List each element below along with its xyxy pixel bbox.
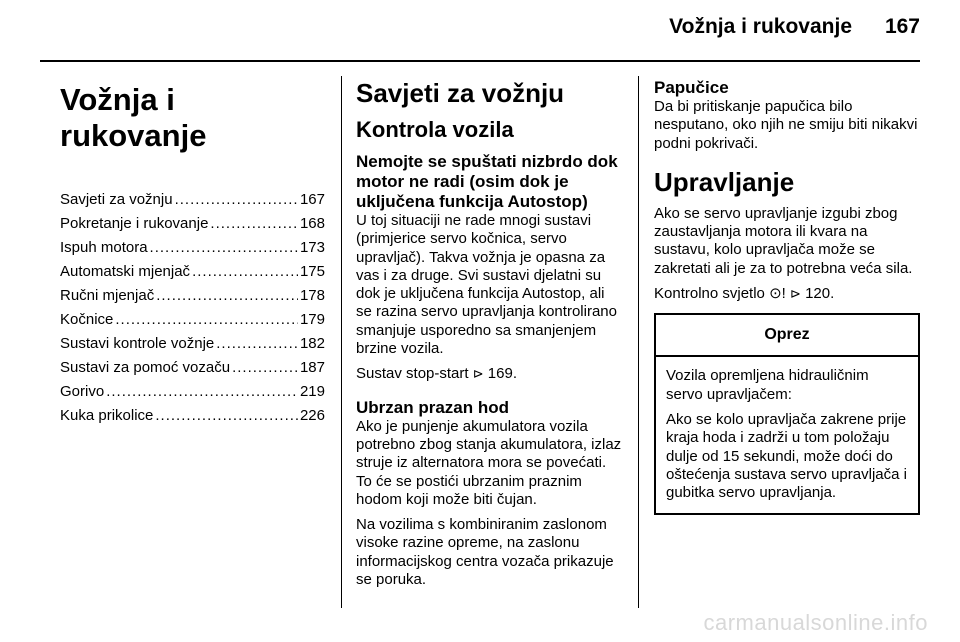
toc-entry-page: 226: [299, 407, 325, 424]
column-divider-left: [341, 76, 342, 608]
engine-off-heading: Nemojte se spuštati nizbrdo dok motor ne radi (osim dok je uključena funkcija Autostop): [356, 152, 618, 211]
toc-column: [60, 72, 325, 428]
stop-start-page[interactable]: 169.: [487, 365, 517, 383]
reference-arrow-icon: ⊳: [790, 286, 801, 302]
watermark: carmanualsonline.info: [703, 610, 928, 635]
engine-off-text: U toj situaciji ne rade mnogi sustavi (primjerice servo kočnica, servo upravljač). Takva vožnja je opasna za vas i za druge. Svi sustavi djelatni su dok je uključena funkcija Autostop, ali se razina servo upravljanja kontrolirano smanjuje usporedno sa smanjenjem brzine vozila.: [356, 212, 617, 358]
toc-entry-page: 178: [299, 287, 325, 304]
toc-entry[interactable]: [60, 404, 325, 428]
toc-entry-label: Ručni mjenjač: [60, 287, 155, 304]
toc-leader: [150, 236, 298, 260]
toc-entry[interactable]: [60, 380, 325, 404]
toc-entry-page: 187: [299, 359, 325, 376]
chapter-title: Vožnja i rukovanje: [60, 82, 207, 153]
toc-entry-label: Gorivo: [60, 383, 105, 400]
subsection-title: Kontrola vozila: [356, 117, 514, 142]
toc-leader: [216, 332, 298, 356]
control-light-page[interactable]: 120.: [805, 285, 835, 303]
caution-text-2: Ako se kolo upravljača zakrene prije kraja hoda i zadrži u tom položaju dulje od 15 sekundi, može doći do oštećenja sustava servo upravljača i gubitka servo upravljanja.: [666, 410, 907, 502]
section-title: Savjeti za vožnju: [356, 78, 565, 108]
pedals-text: Da bi pritiskanje papučica bilo nesputano, oko njih ne smiju biti nikakvi podni pokrivači.: [654, 98, 918, 152]
control-light-reference: [654, 285, 920, 303]
toc-entry[interactable]: [60, 260, 325, 284]
toc-entry[interactable]: [60, 332, 325, 356]
caution-text-1: Vozila opremljena hidrauličnim servo upravljačem:: [666, 367, 869, 403]
toc-entry[interactable]: [60, 188, 325, 212]
caution-box: [654, 313, 920, 515]
display-message-text: Na vozilima s kombiniranim zaslonom visoke razine opreme, na zaslonu informacijskog centra vozača prikazuje se poruka.: [356, 516, 614, 589]
right-column: [654, 72, 920, 515]
toc-entry-page: 168: [299, 215, 325, 232]
toc-entry[interactable]: [60, 212, 325, 236]
toc-leader: [232, 356, 298, 380]
toc-entry-label: Ispuh motora: [60, 239, 148, 256]
toc-entry-label: Sustavi kontrole vožnje: [60, 335, 215, 352]
toc-leader: [115, 308, 298, 332]
toc-entry-label: Savjeti za vožnju: [60, 191, 173, 208]
toc-entry-label: Kočnice: [60, 311, 114, 328]
toc-entry[interactable]: [60, 236, 325, 260]
toc-leader: [106, 380, 298, 404]
header-divider: [40, 60, 920, 62]
toc-entry-label: Automatski mjenjač: [60, 263, 191, 280]
toc-leader: [156, 284, 298, 308]
toc-leader: [192, 260, 298, 284]
toc-entry-page: 167: [299, 191, 325, 208]
toc-leader: [155, 404, 298, 428]
control-light-label: Kontrolno svjetlo: [654, 285, 765, 303]
reference-arrow-icon: ⊳: [472, 366, 484, 382]
toc-entry[interactable]: [60, 284, 325, 308]
steering-text: Ako se servo upravljanje izgubi zbog zaustavljanja motora ili kvara na sustavu, kolo upravljača može se zakretati ali je za to potrebna veća sila.: [654, 204, 913, 277]
toc-entry-label: Sustavi za pomoć vozaču: [60, 359, 231, 376]
toc-entry[interactable]: [60, 356, 325, 380]
header-page-number: 167: [884, 15, 920, 38]
column-divider-right: [638, 76, 639, 608]
toc-leader: [210, 212, 298, 236]
toc-entry-label: Pokretanje i rukovanje: [60, 215, 209, 232]
caution-title: Oprez: [656, 315, 918, 357]
pedals-heading: Papučice: [654, 78, 729, 97]
toc-entry-page: 173: [299, 239, 325, 256]
stop-start-reference: [356, 365, 624, 383]
toc-leader: [175, 188, 298, 212]
fast-idle-text: Ako je punjenje akumulatora vozila potrebno zbog stanja akumulatora, izlaz struje iz alternatora mora se povećati. To će se postići ubrzanim praznim hodom koji može biti čujan.: [356, 417, 622, 508]
steering-warning-icon: ⊙!: [769, 285, 786, 303]
toc-entry-page: 182: [299, 335, 325, 352]
caution-body: [656, 357, 918, 513]
toc-entry-page: 175: [299, 263, 325, 280]
header-title: Vožnja i rukovanje: [669, 15, 852, 38]
toc-entry[interactable]: [60, 308, 325, 332]
stop-start-label: Sustav stop-start: [356, 365, 469, 383]
toc-entry-label: Kuka prikolice: [60, 407, 154, 424]
fast-idle-heading: Ubrzan prazan hod: [356, 397, 510, 417]
toc-entry-page: 179: [299, 311, 325, 328]
toc-entry-page: 219: [299, 383, 325, 400]
toc-list: [60, 188, 325, 428]
steering-title: Upravljanje: [654, 166, 795, 197]
middle-column: [356, 72, 624, 596]
